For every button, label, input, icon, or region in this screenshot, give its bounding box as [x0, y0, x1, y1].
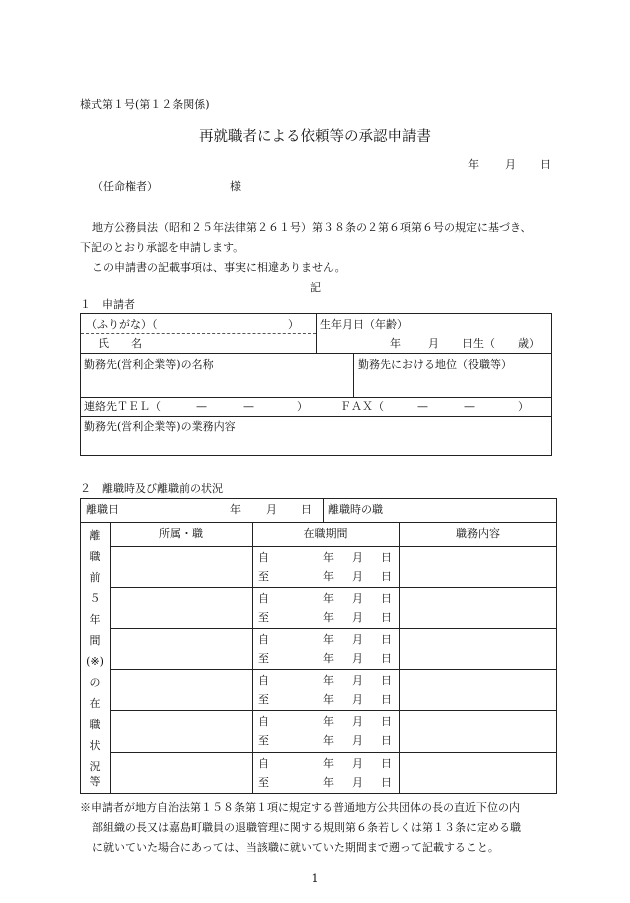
- to-label: 至: [258, 652, 269, 665]
- to-label: 至: [258, 693, 269, 706]
- month-label: 月: [352, 652, 363, 665]
- from-label: 自: [258, 592, 269, 605]
- fax-label: ＦＡＸ（: [340, 400, 384, 413]
- day-label: 日: [381, 570, 392, 583]
- year-label: 年: [323, 592, 334, 605]
- year-label: 年: [323, 734, 334, 747]
- birth-month: 月: [428, 337, 439, 350]
- vertical-char: 間: [89, 634, 101, 647]
- section1-heading: １ 申請者: [80, 298, 135, 311]
- col-period: 在職期間: [303, 527, 348, 540]
- vertical-char: ５: [89, 592, 101, 605]
- retire-month: 月: [266, 503, 277, 516]
- day-label: 日: [381, 592, 392, 605]
- employer-position-label: 勤務先における地位（役職等）: [358, 358, 512, 371]
- to-label: 至: [258, 776, 269, 789]
- month-label: 月: [352, 674, 363, 687]
- col-affiliation: 所属・職: [159, 527, 203, 540]
- day-label: 日: [381, 757, 392, 770]
- from-label: 自: [258, 715, 269, 728]
- day-label: 日: [381, 633, 392, 646]
- month-label: 月: [352, 776, 363, 789]
- day-label: 日: [381, 551, 392, 564]
- day-label: 日: [381, 776, 392, 789]
- section2-heading: ２ 離職時及び離職前の状況: [80, 482, 223, 495]
- form-number: 様式第１号(第１２条関係): [80, 98, 210, 111]
- note-line-3: に就いていた場合にあっては、当該職に就いていた期間まで遡って記載すること。: [92, 841, 499, 854]
- year-label: 年: [323, 551, 334, 564]
- employer-name-label: 勤務先(営利企業等)の名称: [84, 358, 214, 371]
- month-label: 月: [352, 715, 363, 728]
- birth-year: 年: [390, 337, 401, 350]
- vertical-char: 職: [89, 718, 101, 731]
- name-label: 氏 名: [98, 337, 142, 350]
- fax-dash-2: —: [464, 400, 475, 413]
- furigana-close: ）: [288, 318, 299, 331]
- fax-dash-1: —: [417, 400, 428, 413]
- vertical-char: 離: [89, 529, 101, 542]
- date-month: 月: [505, 158, 516, 171]
- month-label: 月: [352, 611, 363, 624]
- from-label: 自: [258, 757, 269, 770]
- date-year: 年: [468, 158, 479, 171]
- tel-close: ）: [297, 400, 308, 413]
- vertical-char: の: [89, 676, 101, 689]
- retire-day: 日: [301, 503, 312, 516]
- from-label: 自: [258, 633, 269, 646]
- day-label: 日: [381, 734, 392, 747]
- tel-label: 連絡先ＴＥＬ（: [84, 400, 161, 413]
- vertical-char: (※): [86, 655, 104, 668]
- year-label: 年: [323, 757, 334, 770]
- month-label: 月: [352, 551, 363, 564]
- vertical-char: 前: [89, 571, 101, 584]
- retire-date-label: 離職日: [86, 503, 119, 516]
- month-label: 月: [352, 633, 363, 646]
- day-label: 日: [381, 715, 392, 728]
- note-line-2: 部組織の長又は嘉島町職員の退職管理に関する規則第６条若しくは第１３条に定める職: [92, 821, 521, 834]
- page-number: 1: [311, 872, 319, 885]
- day-label: 日: [381, 611, 392, 624]
- col-duties: 職務内容: [456, 527, 500, 540]
- year-label: 年: [323, 633, 334, 646]
- year-label: 年: [323, 570, 334, 583]
- page-title: 再就職者による依頼等の承認申請書: [199, 129, 431, 145]
- month-label: 月: [352, 693, 363, 706]
- fax-close: ）: [518, 400, 529, 413]
- note-line-1: ※申請者が地方自治法第１５８条第１項に規定する普通地方公共団体の長の直近下位の内: [80, 801, 520, 814]
- year-label: 年: [323, 715, 334, 728]
- vertical-char: 等: [89, 775, 101, 788]
- to-label: 至: [258, 734, 269, 747]
- furigana-label: （ふりがな）（: [86, 318, 158, 331]
- year-label: 年: [323, 693, 334, 706]
- body-line-1: 地方公務員法（昭和２５年法律第２６１号）第３８条の２第６項第６号の規定に基づき、: [92, 221, 532, 234]
- day-label: 日: [381, 674, 392, 687]
- year-label: 年: [323, 652, 334, 665]
- month-label: 月: [352, 592, 363, 605]
- year-label: 年: [323, 674, 334, 687]
- date-day: 日: [540, 158, 551, 171]
- vertical-char: 職: [89, 550, 101, 563]
- birth-day: 日生（: [462, 337, 495, 350]
- birth-label: 生年月日（年齢）: [320, 318, 408, 331]
- retire-year: 年: [230, 503, 241, 516]
- to-label: 至: [258, 570, 269, 583]
- vertical-char: 状: [89, 739, 101, 752]
- ki-label: 記: [310, 281, 321, 294]
- body-line-3: この申請書の記載事項は、事実に相違ありません。: [92, 261, 346, 274]
- birth-age: 歳）: [518, 337, 540, 350]
- vertical-char: 況: [89, 760, 101, 773]
- month-label: 月: [352, 757, 363, 770]
- vertical-char: 在: [89, 697, 101, 710]
- retire-post-label: 離職時の職: [328, 503, 383, 516]
- from-label: 自: [258, 674, 269, 687]
- vertical-char: 年: [89, 613, 101, 626]
- day-label: 日: [381, 693, 392, 706]
- month-label: 月: [352, 570, 363, 583]
- addressee-honorific: 様: [230, 180, 241, 193]
- tel-dash-2: —: [243, 400, 254, 413]
- year-label: 年: [323, 776, 334, 789]
- to-label: 至: [258, 611, 269, 624]
- addressee-label: （任命権者）: [92, 180, 158, 193]
- month-label: 月: [352, 734, 363, 747]
- year-label: 年: [323, 611, 334, 624]
- day-label: 日: [381, 652, 392, 665]
- business-label: 勤務先(営利企業等)の業務内容: [84, 420, 236, 433]
- body-line-2: 下記のとおり承認を申請します。: [80, 241, 245, 254]
- tel-dash-1: —: [196, 400, 207, 413]
- from-label: 自: [258, 551, 269, 564]
